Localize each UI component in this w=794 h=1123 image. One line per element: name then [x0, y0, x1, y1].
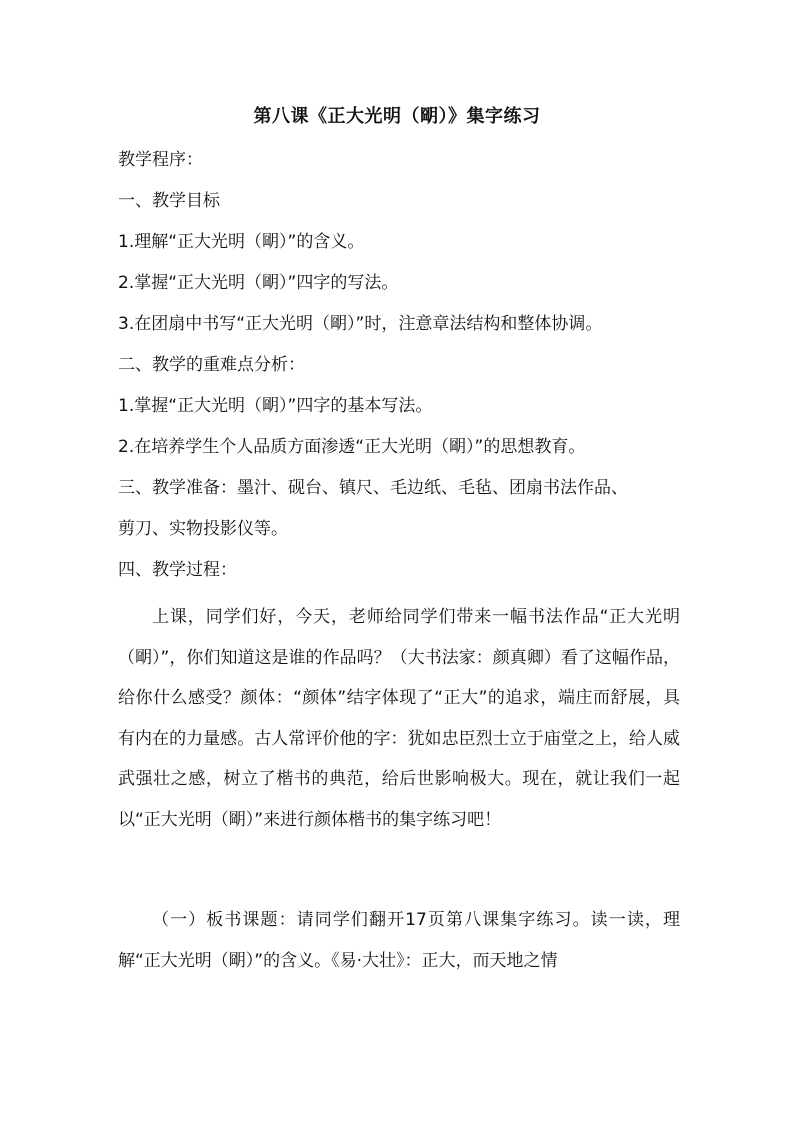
section2-heading: 二、教学的重难点分析：: [118, 355, 305, 375]
materials-line-2: 剪刀、实物投影仪等。: [118, 519, 288, 539]
keypoint-item-2: 2.在培养学生个人品质方面渗透“正大光明（朙）”的思想教育。: [118, 437, 586, 457]
objective-item-2: 2.掌握“正大光明（朙）”四字的写法。: [118, 273, 399, 293]
objective-item-3: 3.在团扇中书写“正大光明（朙）”时，注意章法结构和整体协调。: [118, 314, 603, 334]
process-paragraph-2: （一）板书课题：请同学们翻开17页第八课集字练习。读一读，理解“正大光明（朙）”的含义。《易·大壮》：正大，而天地之情: [118, 910, 680, 971]
document-title: 第八课《正大光明（朙）》集字练习: [253, 106, 541, 127]
objective-item-1: 1.理解“正大光明（朙）”的含义。: [118, 232, 365, 252]
section1-heading: 一、教学目标: [118, 191, 220, 211]
process-paragraph-1: 上课，同学们好，今天，老师给同学们带来一幅书法作品“正大光明（朙）”，你们知道这是谁的作品吗？（大书法家：颜真卿）看了这幅作品，给你什么感受？颜体：“颜体”结字体现了“正大”的追求，端庄而舒展，具有内在的力量感。古人常评价他的字：犹如忠臣烈士立于庙堂之上，给人威武强壮之感，树立了楷书的典范，给后世影响极大。现在，就让我们一起以“正大光明（朙）”来进行颜体楷书的集字练习吧！: [118, 607, 680, 830]
materials-line-1: 三、教学准备：墨汁、砚台、镇尺、毛边纸、毛毡、团扇书法作品、: [118, 478, 628, 498]
keypoint-item-1: 1.掌握“正大光明（朙）”四字的基本写法。: [118, 396, 433, 416]
section4-heading: 四、教学过程：: [118, 560, 237, 580]
program-heading: 教学程序：: [118, 150, 203, 170]
